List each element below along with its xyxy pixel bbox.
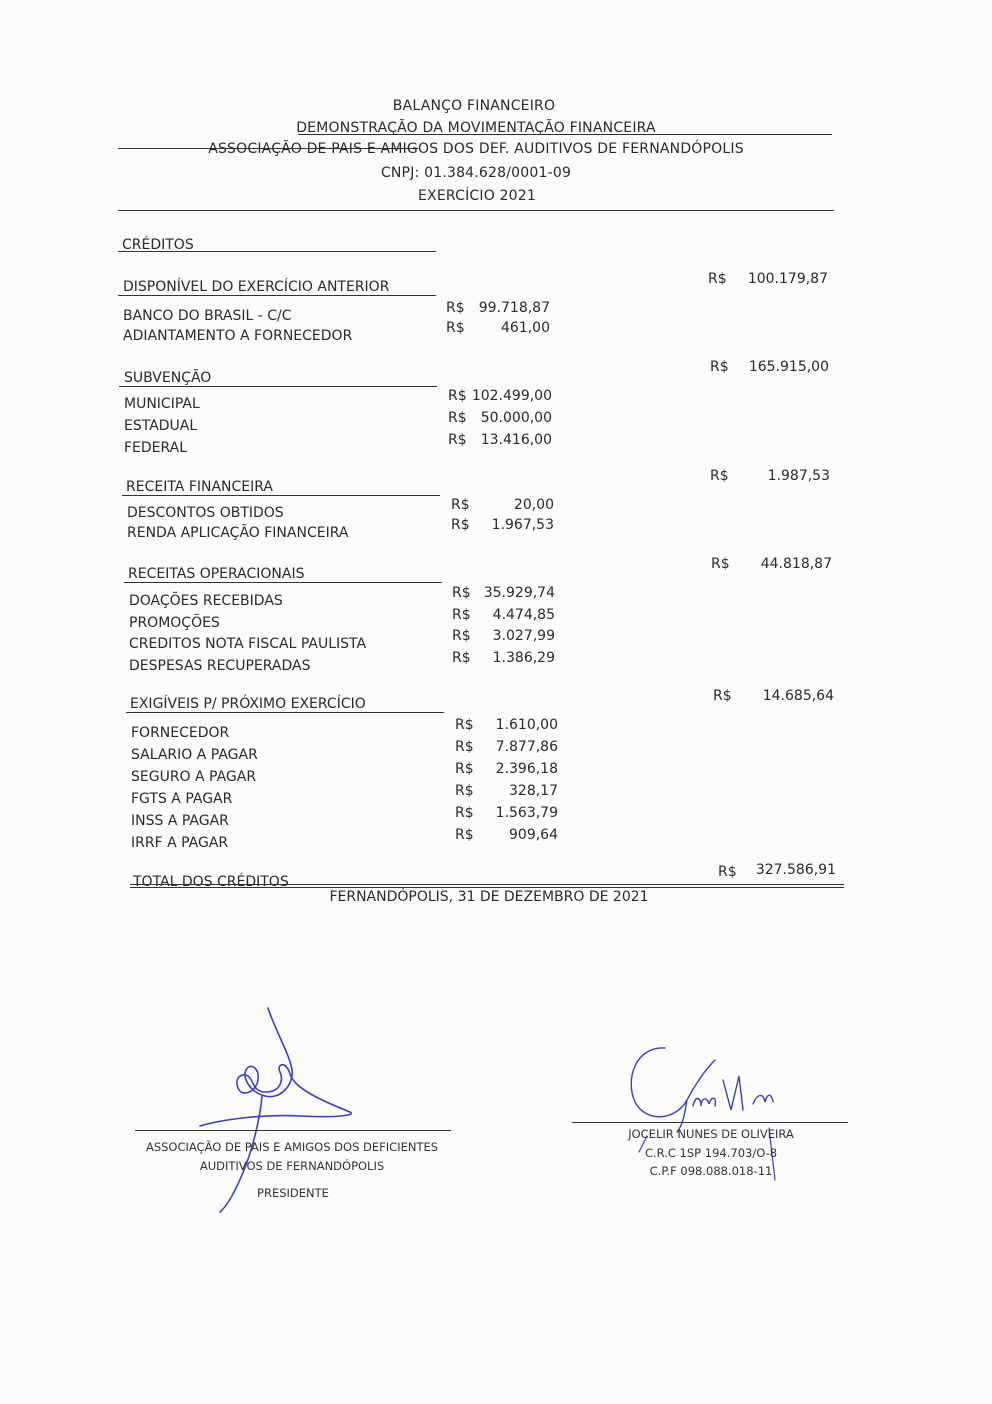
line-item-value: 50.000,00 [480,410,552,426]
line-item-label: INSS A PAGAR [131,813,229,829]
section-rule [118,295,436,296]
line-item-value: 909,64 [509,827,558,843]
line-item-value: 99.718,87 [478,300,550,316]
section-total-currency: R$ [710,359,729,375]
section-total-value: 1.987,53 [767,468,830,484]
line-item-value: 7.877,86 [495,739,558,755]
line-item-label: BANCO DO BRASIL - C/C [123,308,292,324]
line-item-label: DESCONTOS OBTIDOS [127,505,284,521]
document-title: BALANÇO FINANCEIRO [392,98,556,114]
section-rule [124,582,442,583]
document-subtitle: DEMONSTRAÇÃO DA MOVIMENTAÇÃO FINANCEIRA [296,120,656,136]
section-title: RECEITA FINANCEIRA [126,479,274,495]
header-rule-2 [118,210,834,211]
line-item-label: DESPESAS RECUPERADAS [129,658,311,674]
line-item-label: PROMOÇÕES [129,615,220,631]
right-signature-cpf: C.P.F 098.088.018-11 [649,1164,773,1178]
line-item-currency: R$ [451,497,470,513]
total-label: TOTAL DOS CRÉDITOS [133,874,289,890]
line-item-value: 1.610,00 [495,717,558,733]
line-item-currency: R$ [448,432,467,448]
section-total-currency: R$ [711,556,730,572]
line-item-value: 102.499,00 [471,388,552,404]
total-value: 327.586,91 [755,862,836,878]
organization-name: ASSOCIAÇÃO DE PAIS E AMIGOS DOS DEF. AUDITIVOS DE FERNANDÓPOLIS [208,141,744,157]
line-item-value: 13.416,00 [480,432,552,448]
section-total-value: 44.818,87 [760,556,832,572]
line-item-value: 328,17 [509,783,558,799]
line-item-label: SEGURO A PAGAR [131,769,257,785]
line-item-label: IRRF A PAGAR [131,835,229,851]
line-item-label: FGTS A PAGAR [131,791,233,807]
right-signature-crc: C.R.C 1SP 194.703/O-8 [644,1146,778,1160]
line-item-currency: R$ [448,410,467,426]
line-item-label: ESTADUAL [124,418,198,434]
right-signature-line [572,1122,848,1123]
line-item-currency: R$ [452,607,471,623]
line-item-value: 4.474,85 [492,607,555,623]
section-title: DISPONÍVEL DO EXERCÍCIO ANTERIOR [123,279,390,295]
credits-rule [118,251,436,252]
line-item-value: 1.967,53 [491,517,554,533]
line-item-currency: R$ [446,300,465,316]
line-item-currency: R$ [455,805,474,821]
line-item-currency: R$ [452,650,471,666]
line-item-currency: R$ [455,761,474,777]
cnpj: CNPJ: 01.384.628/0001-09 [380,165,572,181]
section-total-value: 100.179,87 [747,271,828,287]
line-item-value: 1.386,29 [492,650,555,666]
line-item-label: RENDA APLICAÇÃO FINANCEIRA [127,525,349,541]
total-rule-double [130,887,844,888]
header-rule-1 [298,134,832,135]
line-item-currency: R$ [452,628,471,644]
line-item-currency: R$ [455,717,474,733]
line-item-label: CREDITOS NOTA FISCAL PAULISTA [129,636,367,652]
section-title: SUBVENÇÃO [124,370,212,386]
section-rule [126,712,444,713]
place-date: FERNANDÓPOLIS, 31 DE DEZEMBRO DE 2021 [329,889,649,905]
section-total-currency: R$ [713,688,732,704]
line-item-currency: R$ [455,827,474,843]
section-title: RECEITAS OPERACIONAIS [128,566,305,582]
line-item-label: MUNICIPAL [124,396,200,412]
total-rule [130,884,844,885]
left-signature-line2: AUDITIVOS DE FERNANDÓPOLIS [199,1159,385,1173]
line-item-value: 2.396,18 [495,761,558,777]
line-item-label: SALARIO A PAGAR [131,747,258,763]
line-item-currency: R$ [452,585,471,601]
section-total-currency: R$ [710,468,729,484]
section-rule [122,495,440,496]
line-item-value: 3.027,99 [492,628,555,644]
line-item-label: FORNECEDOR [131,725,230,741]
line-item-currency: R$ [455,783,474,799]
line-item-value: 1.563,79 [495,805,558,821]
section-rule [119,386,437,387]
credits-heading: CRÉDITOS [122,237,194,253]
left-signature-line [135,1130,451,1131]
line-item-label: FEDERAL [124,440,188,456]
total-currency: R$ [718,864,737,880]
left-signature-role: PRESIDENTE [257,1186,329,1200]
line-item-value: 20,00 [513,497,554,513]
line-item-currency: R$ [451,517,470,533]
line-item-label: DOAÇÕES RECEBIDAS [129,593,283,609]
exercise-year: EXERCÍCIO 2021 [417,188,537,204]
line-item-currency: R$ [446,320,465,336]
section-total-currency: R$ [708,271,727,287]
section-title: EXIGÍVEIS P/ PRÓXIMO EXERCÍCIO [130,696,366,712]
line-item-currency: R$ [455,739,474,755]
line-item-value: 35.929,74 [483,585,555,601]
line-item-label: ADIANTAMENTO A FORNECEDOR [123,328,353,344]
line-item-currency: R$ [448,388,467,404]
section-total-value: 165.915,00 [748,359,829,375]
right-signature-name: JOCELIR NUNES DE OLIVEIRA [628,1127,794,1141]
section-total-value: 14.685,64 [762,688,834,704]
left-signature-line1: ASSOCIAÇÃO DE PAIS E AMIGOS DOS DEFICIENTES [145,1140,439,1154]
line-item-value: 461,00 [501,320,550,336]
